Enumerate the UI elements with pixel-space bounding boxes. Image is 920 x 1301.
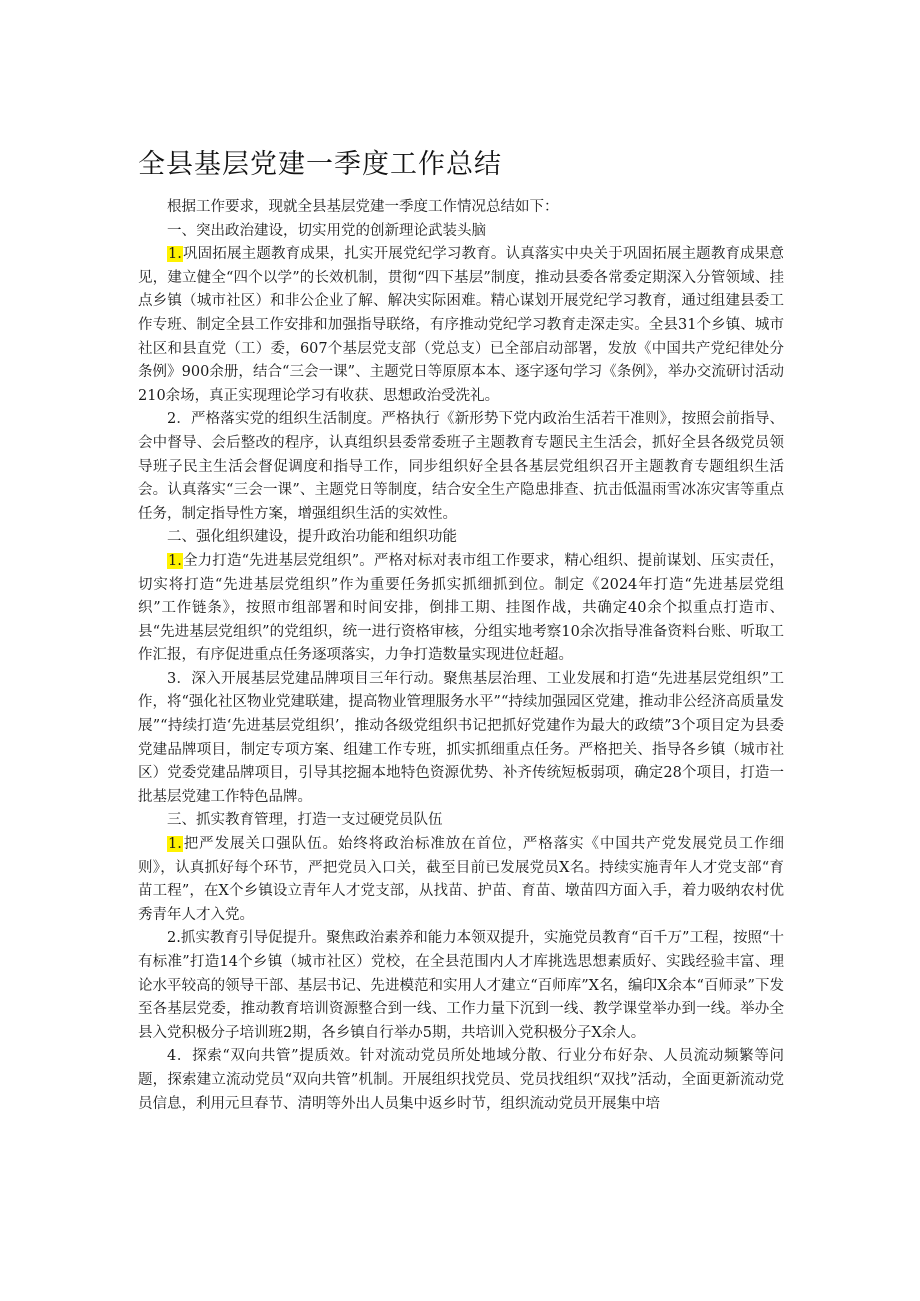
paragraph-text: 一、突出政治建设，切实用党的创新理论武装头脑 bbox=[167, 222, 486, 239]
body-paragraph bbox=[138, 927, 784, 1045]
body-paragraph bbox=[138, 668, 784, 810]
highlighted-item-number: 1. bbox=[168, 552, 182, 569]
body-paragraph bbox=[138, 1045, 784, 1116]
paragraph-text: 3．深入开展基层党建品牌项目三年行动。聚焦基层治理、工业发展和打造“先进基层党组织”工作，将“强化社区物业党建联建，提高物业管理服务水平”“持续加强园区党建，推动非公经济高质量发展”“持续打造‘先进基层党组织’，推动各级党组织书记把抓好党建作为最大的政绩”3个项目定为县委党建品牌项目，制定专项方案、组建工作专班，抓实抓细重点任务。严格把关、指导各乡镇（城市社区）党委党建品牌项目，引导其挖掘本地特色资源优势、补齐传统短板弱项，确定28个项目，打造一批基层党建工作特色品牌。 bbox=[138, 670, 784, 805]
section-heading bbox=[138, 220, 784, 244]
section-heading bbox=[138, 809, 784, 833]
section-heading bbox=[138, 526, 784, 550]
paragraph-text: 2.抓实教育引导促提升。聚焦政治素养和能力本领双提升，实施党员教育“百千万”工程，按照“十有标准”打造14个乡镇（城市社区）党校，在全县范围内人才库挑选思想素质好、实践经验丰富、理论水平较高的领导干部、基层书记、先进模范和实用人才建立“百师库”X名，编印X余本“百师录”下发至各基层党委，推动教育培训资源整合到一线、工作力量下沉到一线、教学课堂举办到一线。举办全县入党积极分子培训班2期，各乡镇自行举办5期，共培训入党积极分子X余人。 bbox=[138, 930, 784, 1041]
highlighted-item-number: 1. bbox=[168, 836, 182, 853]
paragraph-text: 4．探索“双向共管”提质效。针对流动党员所处地域分散、行业分布好杂、人员流动频繁等问题，探索建立流动党员“双向共管”机制。开展组织找党员、党员找组织“双找”活动，全面更新流动党员信息，利用元旦春节、清明等外出人员集中返乡时节，组织流动党员开展集中培 bbox=[138, 1048, 784, 1112]
body-paragraph bbox=[138, 408, 784, 526]
body-paragraph bbox=[138, 550, 784, 668]
paragraph-text: 2．严格落实党的组织生活制度。严格执行《新形势下党内政治生活若干准则》，按照会前指导、会中督导、会后整改的程序，认真组织县委常委班子主题教育专题民主生活会，抓好全县各级党员领导班子民主生活会督促调度和指导工作，同步组织好全县各基层党组织召开主题教育专题组织生活会。认真落实“三会一课”、主题党日等制度，结合安全生产隐患排查、抗击低温雨雪冰冻灾害等重点任务，制定指导性方案，增强组织生活的实效性。 bbox=[138, 411, 784, 522]
paragraph-text: 二、强化组织建设，提升政治功能和组织功能 bbox=[167, 529, 457, 546]
paragraph-text: 把严发展关口强队伍。始终将政治标准放在首位，严格落实《中国共产党发展党员工作细则》，认真抓好每个环节，严把党员入口关，截至目前已发展党员X名。持续实施青年人才党支部“育苗工程”，在X个乡镇设立青年人才党支部，从找苗、护苗、育苗、墩苗四方面入手，着力吸纳农村优秀青年人才入党。 bbox=[138, 836, 784, 923]
paragraph-text: 根据工作要求，现就全县基层党建一季度工作情况总结如下： bbox=[167, 199, 559, 215]
document-body bbox=[138, 196, 784, 1116]
body-paragraph bbox=[138, 196, 784, 220]
paragraph-text: 全力打造“先进基层党组织”。严格对标对表市组工作要求，精心组织、提前谋划、压实责任，切实将打造“先进基层党组织”作为重要任务抓实抓细抓到位。制定《2024年打造“先进基层党组织”工作链条》，按照市组部署和时间安排，倒排工期、挂图作战，共确定40余个拟重点打造市、县“先进基层党组织”的党组织，统一进行资格审核，分组实地考察10余次指导准备资料台账、听取工作汇报，有序促进重点任务逐项落实，力争打造数量实现进位赶超。 bbox=[138, 552, 784, 664]
body-paragraph bbox=[138, 833, 784, 927]
body-paragraph bbox=[138, 243, 784, 408]
paragraph-text: 巩固拓展主题教育成果，扎实开展党纪学习教育。认真落实中央关于巩固拓展主题教育成果意见，建立健全“四个以学”的长效机制，贯彻“四下基层”制度，推动县委各常委定期深入分管领域、挂点乡镇（城市社区）和非公企业了解、解决实际困难。精心谋划开展党纪学习教育，通过组建县委工作专班、制定全县工作安排和加强指导联络，有序推动党纪学习教育走深走实。全县31个乡镇、城市社区和县直党（工）委，607个基层党支部（党总支）已全部启动部署，发放《中国共产党纪律处分条例》900余册，结合“三会一课”、主题党日等原原本本、逐字逐句学习《条例》，举办交流研讨活动210余场，真正实现理论学习有收获、思想政治受洗礼。 bbox=[138, 246, 784, 404]
paragraph-text: 三、抓实教育管理，打造一支过硬党员队伍 bbox=[167, 812, 443, 829]
document-title: 全县基层党建一季度工作总结 bbox=[138, 149, 502, 180]
highlighted-item-number: 1. bbox=[168, 246, 182, 263]
